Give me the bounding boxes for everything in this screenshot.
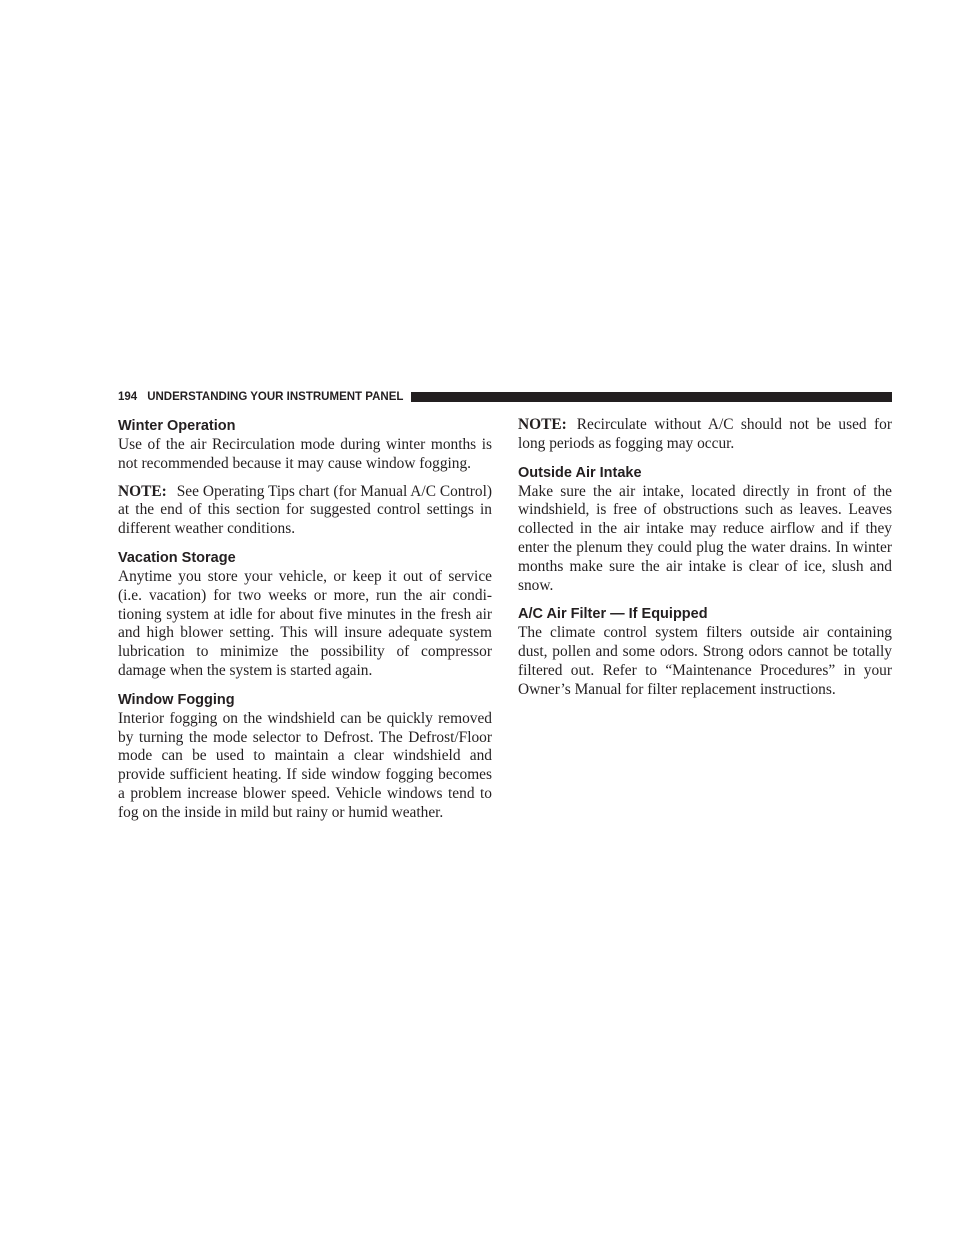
note-label: NOTE: xyxy=(518,416,567,433)
recirc-note-text: Recirculate without A/C should not be used for long periods as fogging may occur. xyxy=(518,416,892,452)
left-column xyxy=(118,416,492,823)
page-header xyxy=(118,389,892,405)
right-column xyxy=(518,416,892,700)
winter-note-text: See Operating Tips chart (for Manual A/C Control) at the end of this section for suggested control settings in different weather conditions. xyxy=(118,482,492,538)
outside-air-intake-heading: Outside Air Intake xyxy=(518,464,642,481)
ac-air-filter-heading: A/C Air Filter — If Equipped xyxy=(518,606,708,623)
header-rule-bar xyxy=(411,392,892,402)
recirc-note-paragraph xyxy=(518,416,892,454)
section-title: UNDERSTANDING YOUR INSTRUMENT PANEL xyxy=(147,391,404,403)
winter-operation-body: Use of the air Recirculation mode during winter months is not recommended because it may cause window fogging. xyxy=(118,436,492,472)
window-fogging-body: Interior fogging on the windshield can be quickly removed by turning the mode selector to Defrost. The Defrost/Floor mode can be used to maintain a clear windshield and provide sufficient heating. If side window fogging becomes a problem increase blower speed. Vehicle windows tend to fog on the inside in mild but rainy or humid weather. xyxy=(118,709,492,821)
winter-note-paragraph xyxy=(118,483,492,539)
ac-air-filter-body: The climate control system filters outside air containing dust, pollen and some odors. Strong odors cannot be totally filtered out. Refer to “Maintenance Procedures” in your Owner’s Manual for filter replacement instructions. xyxy=(518,624,892,698)
outside-air-intake-body: Make sure the air intake, located directly in front of the windshield, is free of obstructions such as leaves. Leaves collected in the air intake may reduce airflow and if they enter the plenum they could plug the water drains. In winter months make sure the air intake is clear of ice, slush and snow. xyxy=(518,482,892,594)
vacation-storage-heading: Vacation Storage xyxy=(118,549,236,566)
window-fogging-heading: Window Fogging xyxy=(118,691,235,708)
note-label: NOTE: xyxy=(118,482,167,500)
vacation-storage-body: Anytime you store your vehicle, or keep it out of service (i.e. vacation) for two weeks or more, run the air conditioning system at idle for about five minutes in the fresh air and high blower setting. This will insure adequate system lubrication to minimize the possibility of compressor damage when the system is started again. xyxy=(118,567,492,679)
winter-operation-heading: Winter Operation xyxy=(118,418,236,434)
page-number: 194 xyxy=(118,391,138,403)
